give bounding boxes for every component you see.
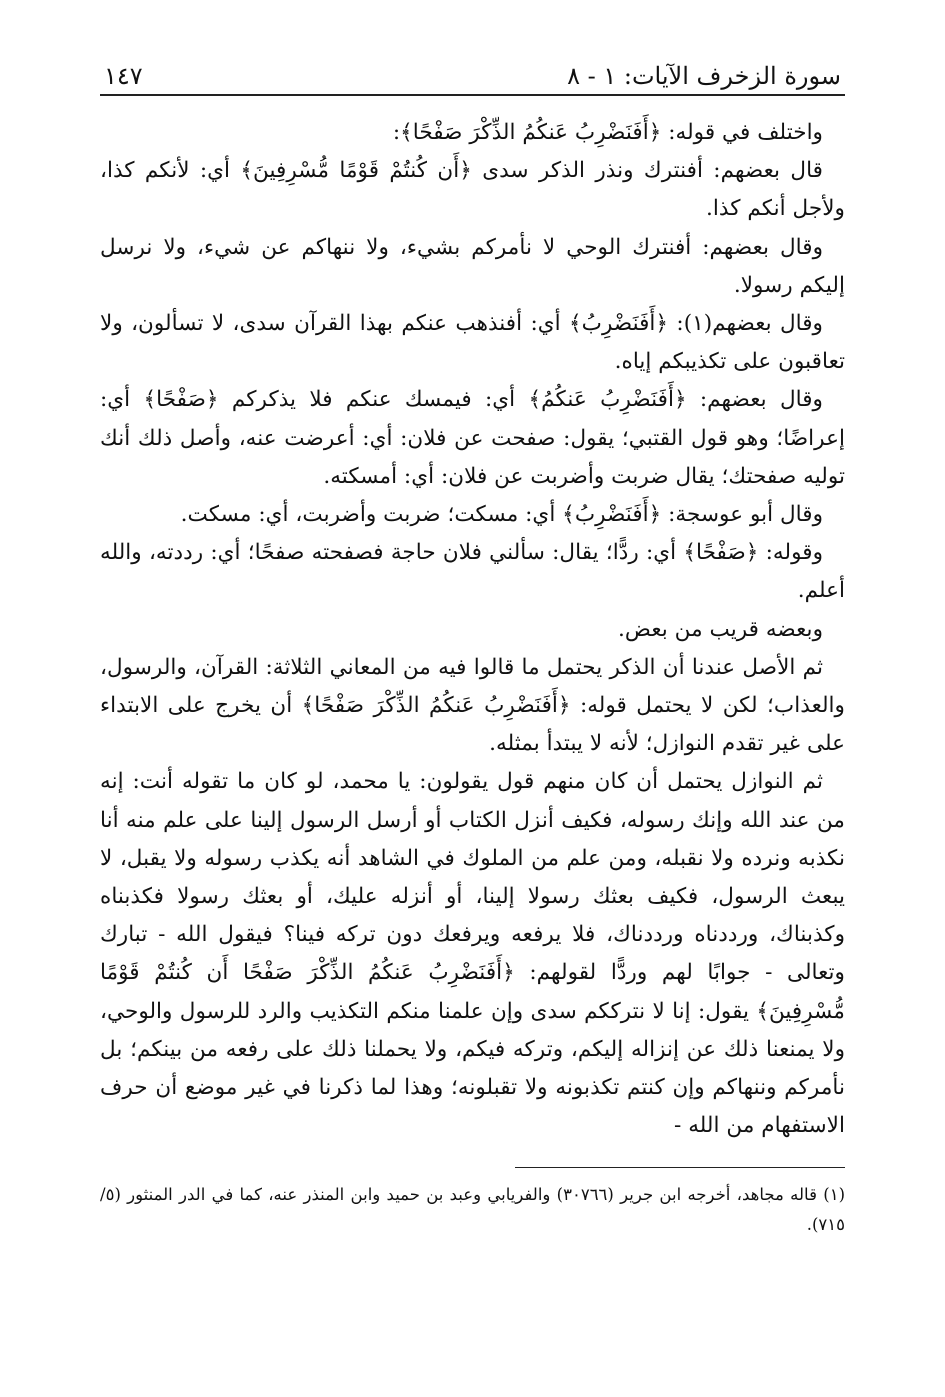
chapter-title: سورة الزخرف الآيات: ١ - ٨ bbox=[567, 62, 841, 90]
paragraph: وقوله: ﴿صَفْحًا﴾ أي: ردًّا؛ يقال: سألني فلان حاجة فصفحته صفحًا؛ أي: رددته، والله أعلم. bbox=[100, 540, 845, 604]
paragraph: وقال بعضهم(١): ﴿أَفَنَضْرِبُ﴾ أي: أفنذهب عنكم بهذا القرآن سدى، لا تسألون، ولا تعاقبون على تكذيبكم إياه. bbox=[100, 311, 845, 375]
paragraph: وبعضه قريب من بعض. bbox=[618, 616, 823, 642]
paragraph: واختلف في قوله: ﴿أَفَنَضْرِبُ عَنكُمُ الذِّكْرَ صَفْحًا﴾: bbox=[392, 120, 823, 145]
footnote: (١) قاله مجاهد، أخرجه ابن جرير (٣٠٧٦٦) والفريابي وعبد بن حميد وابن المنذر عنه، كما في الدر المنثور (٥/ ٧١٥). bbox=[100, 1185, 845, 1235]
paragraph: ثم النوازل يحتمل أن كان منهم قول يقولون: يا محمد، لو كان ما تقوله أنت: إنه من عند الله وإنك رسوله، فكيف أنزل الكتاب أو أرسل الرسول إلينا على علم منه أنا نكذبه ونرده ولا نقبله، ومن علم من الملوك في الشاهد أنه يكذب رسوله ولا يقبل، لا يبعث الرسول، فكيف بعثك رسولا إلينا، أو أنزله عليك، أو بعثك رسولا فكذبناه وكذبناك، ورددناه ورددناك، فلا يرفعه ويرفعك دون تركه فينا؟ فيقول الله - تبارك وتعالى - جوابًا لهم وردًّا لقولهم: ﴿أَفَنَضْرِبُ عَنكُمُ الذِّكْرَ صَفْحًا أَن كُنتُمْ قَوْمًا مُّسْرِفِينَ﴾ يقول: إنا لا نترككم سدى وإن علمنا منكم التكذيب والرد للرسول والوحي، ولا يمنعنا ذلك عن إنزاله إليكم، وتركه فيكم، ولا يحملنا ذلك على رفعه من بينكم؛ بل نأمركم وننهاكم وإن كنتم تكذبونه ولا تقبلونه؛ وهذا لما ذكرنا في غير موضع أن حرف الاستفهام من الله - bbox=[100, 769, 845, 1139]
main-text bbox=[100, 114, 845, 1145]
footnote-separator bbox=[515, 1167, 845, 1168]
page-number: ١٤٧ bbox=[104, 62, 143, 90]
paragraph: قال بعضهم: أفنترك ونذر الذكر سدى ﴿أَن كُنتُمْ قَوْمًا مُّسْرِفِينَ﴾ أي: لأنكم كذا، ولأجل أنكم كذا. bbox=[100, 158, 845, 222]
paragraph: وقال أبو عوسجة: ﴿أَفَنَضْرِبُ﴾ أي: مسكت؛ ضربت وأضربت، أي: مسكت. bbox=[180, 502, 823, 528]
paragraph: ثم الأصل عندنا أن الذكر يحتمل ما قالوا فيه من المعاني الثلاثة: القرآن، والرسول، والعذاب؛ لكن لا يحتمل قوله: ﴿أَفَنَضْرِبُ عَنكُمُ الذِّكْرَ صَفْحًا﴾ أن يخرج على الابتداء على غير تقدم النوازل؛ لأنه لا يبتدأ بمثله. bbox=[100, 654, 845, 757]
book-page bbox=[100, 52, 845, 1240]
paragraph: وقال بعضهم: أفنترك الوحي لا نأمركم بشيء، ولا ننهاكم عن شيء، ولا نرسل إليكم رسولا. bbox=[100, 234, 845, 298]
running-header bbox=[100, 52, 845, 96]
paragraph: وقال بعضهم: ﴿أَفَنَضْرِبُ عَنكُمُ﴾ أي: فيمسك عنكم فلا يذكركم ﴿صَفْحًا﴾ أي: إعراضًا؛ وهو قول القتبي؛ يقول: صفحت عن فلان: أي: أعرضت عنه، وأصل ذلك أنك توليه صفحتك؛ يقال ضربت وأضربت عن فلان: أي: أمسكته. bbox=[100, 387, 845, 489]
